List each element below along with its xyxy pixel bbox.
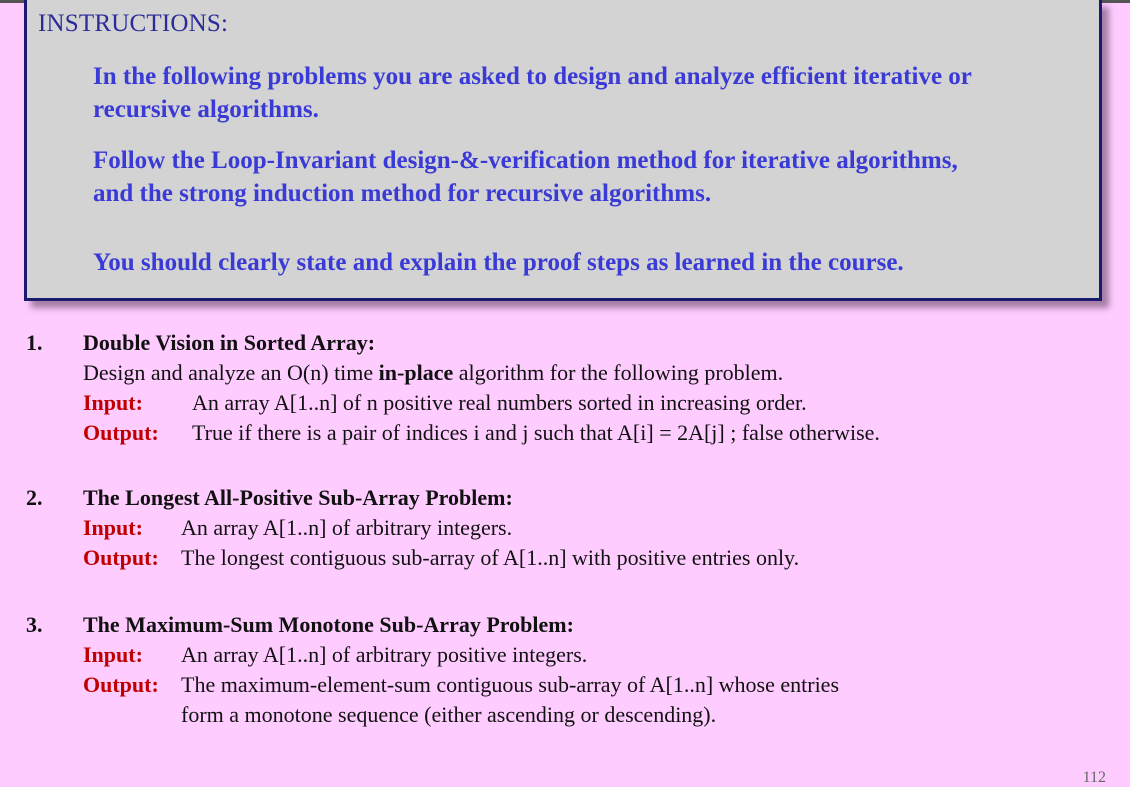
output-label: Output: — [83, 545, 159, 570]
output-text: True if there is a pair of indices i and j such that A[i] = 2A[j] ; false otherwise. — [192, 420, 880, 445]
input-label: Input: — [83, 390, 143, 415]
problem-description — [83, 358, 783, 388]
output-label: Output: — [83, 420, 159, 445]
problem-number: 2. — [26, 485, 43, 510]
problem-input-row — [83, 388, 807, 418]
input-text: An array A[1..n] of arbitrary integers. — [181, 515, 513, 540]
input-label: Input: — [83, 642, 143, 667]
problem-title: The Longest All-Positive Sub-Array Problem: — [83, 485, 513, 510]
instructions-paragraph-1 — [93, 60, 1093, 126]
problem-title: The Maximum-Sum Monotone Sub-Array Problem: — [83, 612, 574, 637]
page-number: 112 — [1082, 769, 1106, 786]
instructions-paragraph-1-line-1: In the following problems you are asked to design and analyze efficient iterative or — [93, 63, 972, 90]
instructions-paragraph-2-line-1: Follow the Loop-Invariant design-&-verification method for iterative algorithms, — [93, 147, 958, 174]
problem-output-row — [83, 543, 800, 573]
input-label: Input: — [83, 515, 143, 540]
problem-input-row — [83, 513, 513, 543]
instructions-box — [24, 0, 1102, 301]
problem-number: 1. — [26, 330, 43, 355]
instructions-paragraph-3: You should clearly state and explain the proof steps as learned in the course. — [93, 249, 904, 276]
instructions-paragraph-2 — [93, 144, 1093, 210]
problem-description-post: algorithm for the following problem. — [453, 360, 784, 385]
problem-output-row — [83, 418, 880, 448]
instructions-paragraph-1-line-2: recursive algorithms. — [93, 96, 319, 123]
problem-output-row — [83, 670, 840, 700]
problem-input-row — [83, 640, 588, 670]
problem-description-pre: Design and analyze an O(n) time — [83, 360, 379, 385]
output-text: The longest contiguous sub-array of A[1..n] with positive entries only. — [181, 545, 800, 570]
input-text: An array A[1..n] of arbitrary positive integers. — [181, 642, 588, 667]
instructions-paragraph-2-line-2: and the strong induction method for recursive algorithms. — [93, 180, 712, 207]
problem-title: Double Vision in Sorted Array: — [83, 330, 376, 355]
input-text: An array A[1..n] of n positive real numbers sorted in increasing order. — [192, 390, 807, 415]
problem-number: 3. — [26, 612, 43, 637]
output-text-line-1: The maximum-element-sum contiguous sub-array of A[1..n] whose entries — [181, 672, 840, 697]
problem-description-bold: in-place — [378, 360, 454, 385]
instructions-title: INSTRUCTIONS: — [38, 10, 229, 37]
output-text-line-2: form a monotone sequence (either ascending or descending). — [181, 702, 717, 727]
output-label: Output: — [83, 672, 159, 697]
